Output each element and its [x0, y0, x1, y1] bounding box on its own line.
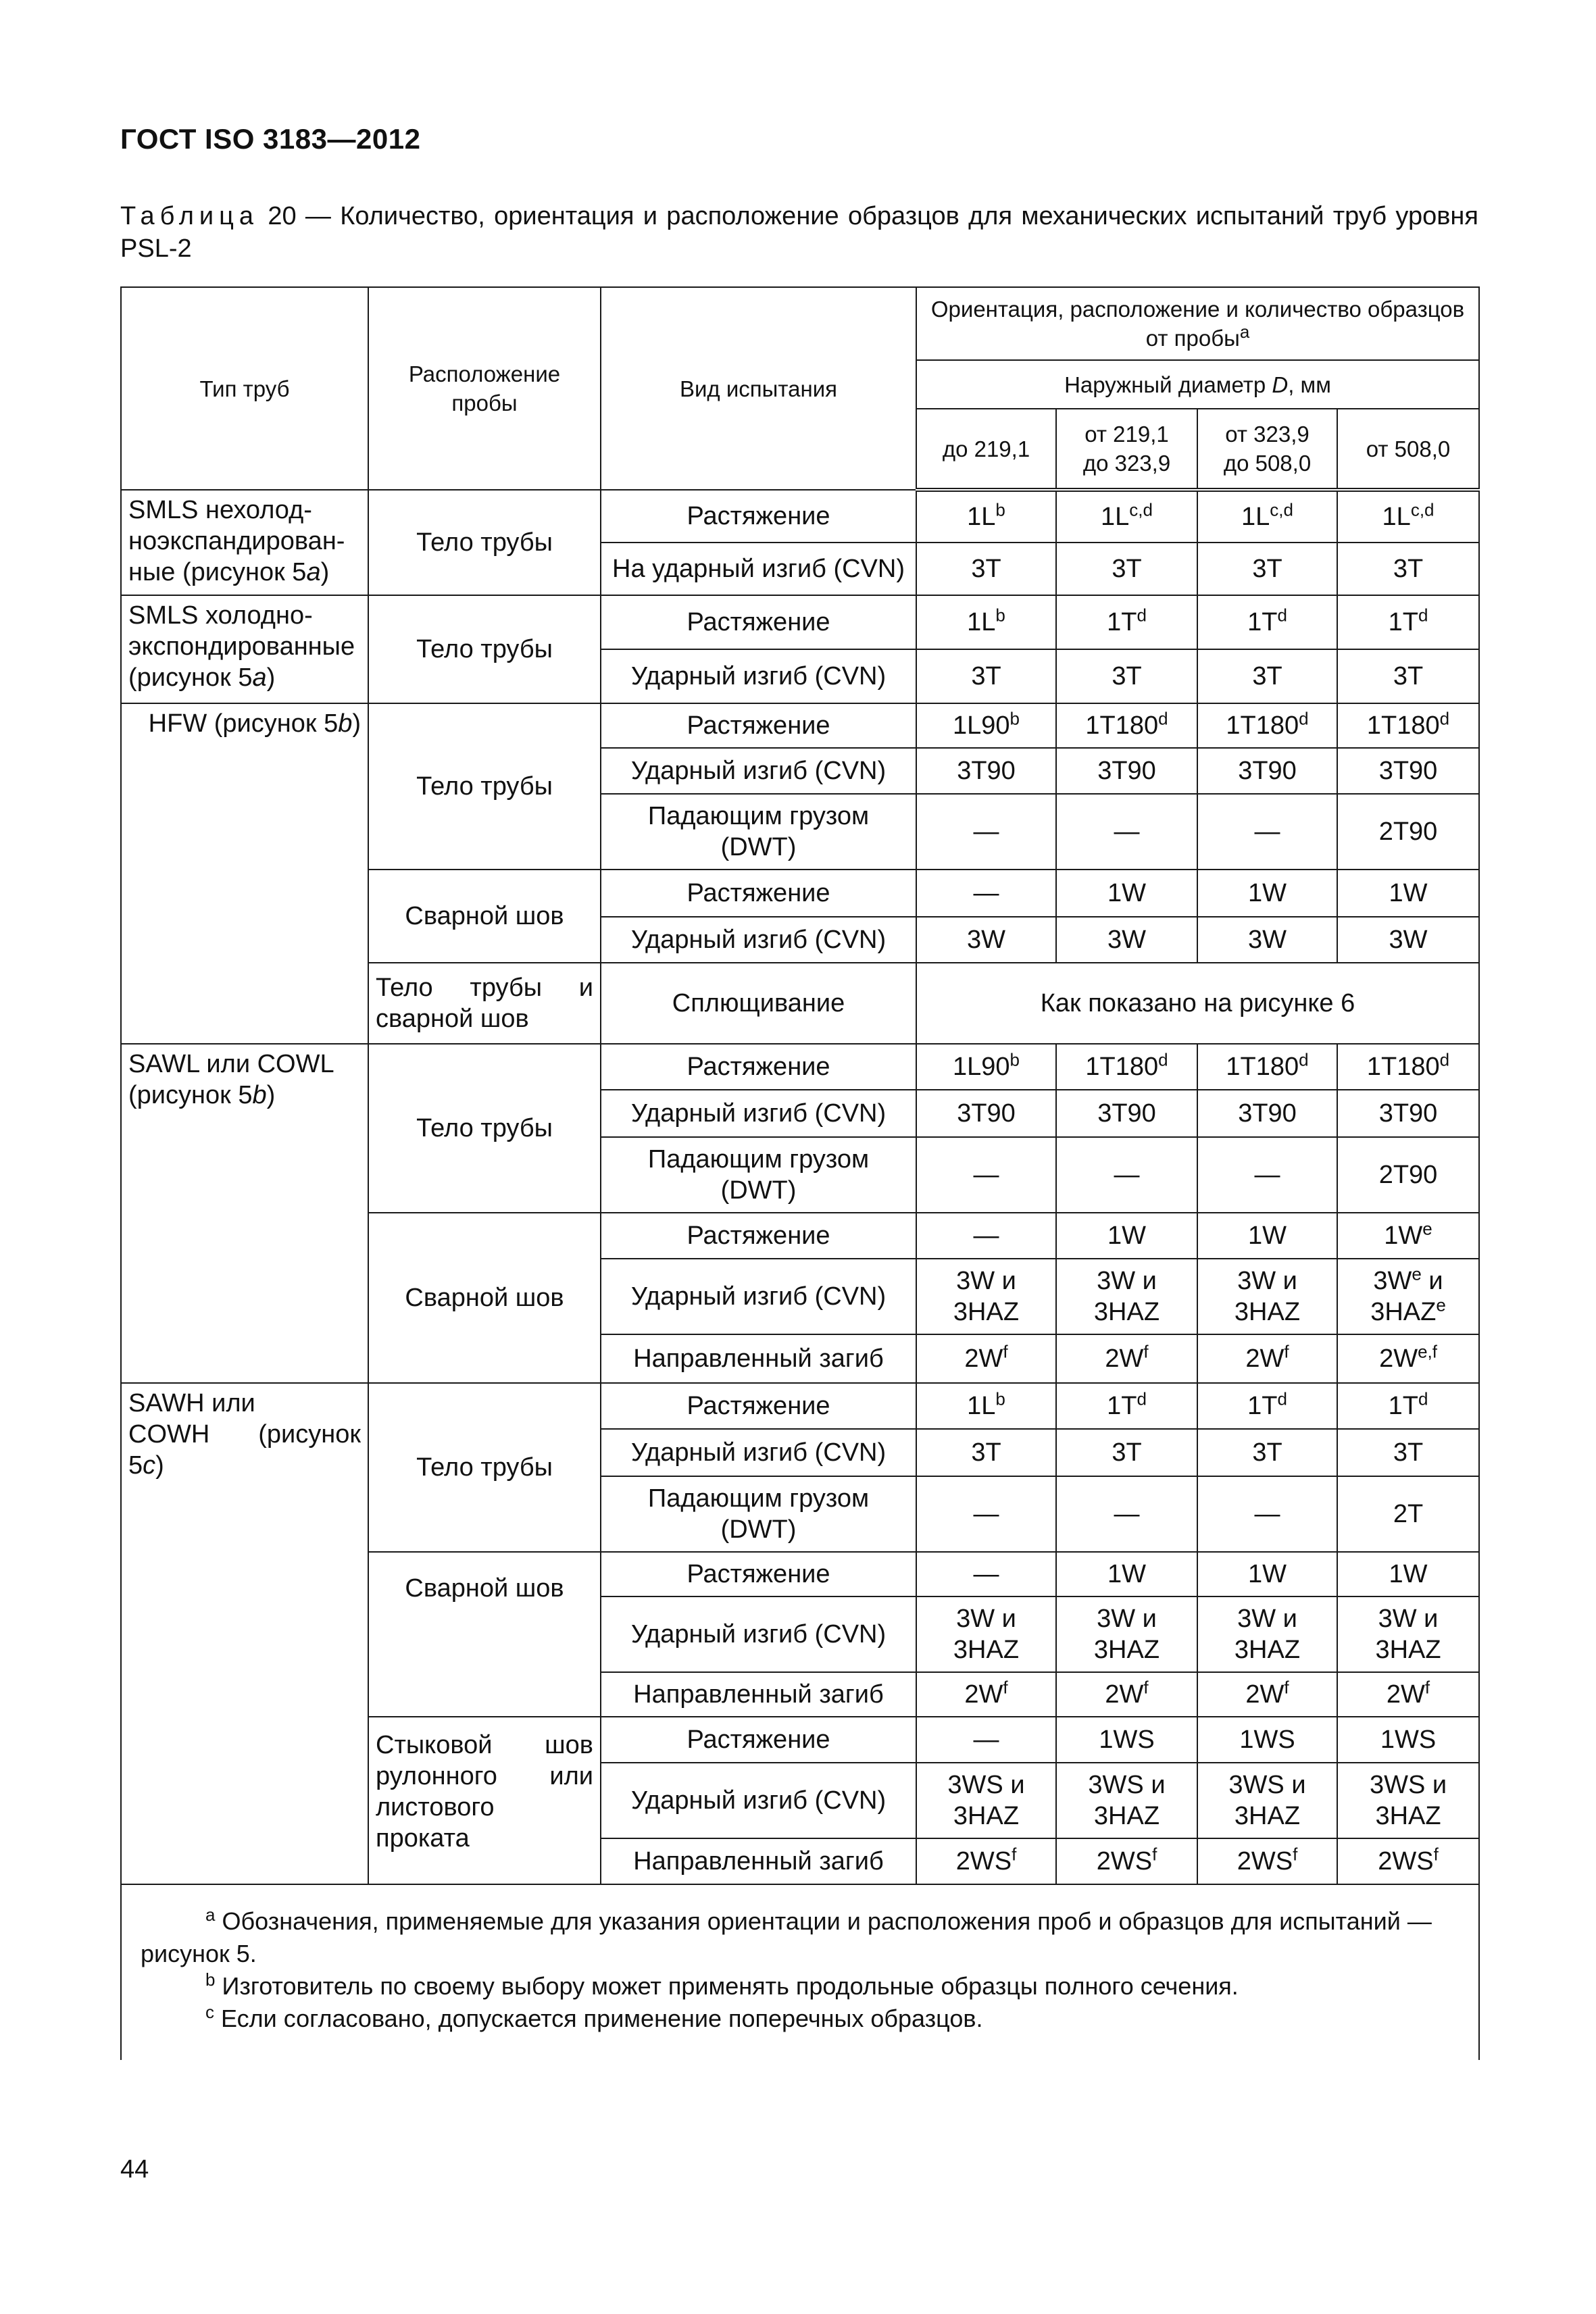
col-header-d1: до 219,1	[916, 409, 1056, 490]
test-cell: Направленный загиб	[601, 1838, 916, 1884]
footnote-mark: d	[1137, 605, 1147, 626]
footnote-mark: e	[1436, 1294, 1446, 1315]
value-cell	[1197, 595, 1337, 649]
footnote-mark: f	[1284, 1341, 1289, 1362]
value-cell	[1337, 703, 1479, 748]
pipe-type-line: )	[155, 1451, 164, 1480]
pipe-type-cell	[121, 595, 368, 703]
figure-letter: a	[306, 558, 321, 586]
value-cell	[1056, 703, 1197, 748]
value-text: 3W и	[1378, 1605, 1439, 1633]
value-text: 3W	[1373, 1267, 1412, 1295]
value-text: 3W и	[956, 1267, 1016, 1295]
value-cell	[1337, 1838, 1479, 1884]
value-cell: 1W	[1056, 870, 1197, 917]
value-cell: —	[916, 1717, 1056, 1763]
col-header-d3	[1197, 409, 1337, 490]
pipe-type-line: SMLS нехолод-	[128, 496, 312, 524]
footnote-mark: b	[995, 605, 1005, 626]
value-cell: 1W	[1337, 870, 1479, 917]
test-cell: Ударный изгиб (CVN)	[601, 1429, 916, 1476]
orientation-text: Ориентация, расположение и количество образцов от пробы	[930, 297, 1465, 351]
value-text: 1T180	[1366, 1053, 1440, 1081]
table-row	[121, 595, 1479, 649]
value-cell	[916, 1383, 1056, 1429]
value-text: 2WS	[955, 1847, 1012, 1876]
value-cell: 2T	[1337, 1476, 1479, 1552]
value-cell	[916, 1838, 1056, 1884]
value-text: 3HAZ	[953, 1636, 1020, 1664]
caption-label: Таблица	[120, 202, 259, 230]
value-cell: 3T	[1056, 543, 1197, 595]
test-cell: Ударный изгиб (CVN)	[601, 1763, 916, 1838]
value-cell: 3T	[1337, 1429, 1479, 1476]
value-cell: 3T	[1197, 649, 1337, 703]
footnote-mark: f	[1293, 1844, 1298, 1865]
figure-letter: a	[252, 663, 267, 692]
footnote-mark: f	[1003, 1341, 1008, 1362]
value-cell	[1197, 703, 1337, 748]
location-cell: Стыковой шов рулонного или листового проката	[368, 1717, 601, 1884]
pipe-type-cell	[121, 1044, 368, 1383]
footnote-mark: d	[1418, 605, 1428, 626]
value-text: 3WS и	[1369, 1771, 1447, 1799]
value-cell	[916, 1596, 1056, 1672]
footnote-mark: a	[205, 1905, 216, 1925]
value-text: 3HAZ	[1375, 1802, 1441, 1830]
table-row	[121, 1383, 1479, 1429]
value-text: 3W и	[1097, 1605, 1157, 1633]
value-text: 1T180	[1366, 711, 1440, 740]
footnote-mark: e,f	[1418, 1341, 1437, 1362]
value-cell: —	[916, 1552, 1056, 1596]
test-cell: Растяжение	[601, 1213, 916, 1259]
location-cell: Тело трубы	[368, 490, 601, 595]
value-cell	[1197, 1672, 1337, 1717]
col-header-d4: от 508,0	[1337, 409, 1479, 490]
value-cell	[1197, 1838, 1337, 1884]
pipe-type-cell	[121, 703, 368, 1044]
value-cell: 3W	[1197, 917, 1337, 963]
value-text: 3HAZ	[1234, 1802, 1301, 1830]
value-cell	[1197, 1383, 1337, 1429]
value-cell: 1WS	[1197, 1717, 1337, 1763]
value-text: 2W	[964, 1680, 1003, 1709]
value-text: 1T	[1388, 608, 1418, 636]
value-cell	[1056, 1596, 1197, 1672]
value-cell: 3T90	[916, 1090, 1056, 1137]
test-cell: Падающим грузом (DWT)	[601, 1476, 916, 1552]
pipe-type-line: COWH (рисунок 5	[128, 1420, 361, 1480]
test-cell: Падающим грузом (DWT)	[601, 1137, 916, 1213]
footnote-b	[141, 1970, 1460, 2003]
test-cell: Направленный загиб	[601, 1672, 916, 1717]
footnote-mark: d	[1418, 1388, 1428, 1409]
value-text: 2W	[1386, 1680, 1425, 1709]
value-text: 3WS и	[947, 1771, 1025, 1799]
value-cell: —	[1056, 1137, 1197, 1213]
value-text: 1T	[1107, 1392, 1137, 1420]
value-cell: 1W	[1056, 1213, 1197, 1259]
table-20	[120, 286, 1480, 2060]
value-text: 1L	[967, 608, 996, 636]
footnote-mark: f	[1143, 1677, 1149, 1698]
value-text: 1T180	[1226, 711, 1299, 740]
col-header-test: Вид испытания	[601, 287, 916, 490]
value-cell	[1337, 1044, 1479, 1090]
footnote-mark: e	[1422, 1218, 1432, 1239]
value-text: 1L	[1101, 503, 1130, 531]
value-cell	[1056, 1763, 1197, 1838]
value-cell	[1197, 1044, 1337, 1090]
value-cell: 3T	[1056, 1429, 1197, 1476]
footnote-text: Если согласовано, допускается применение поперечных образцов.	[214, 2005, 983, 2032]
pipe-type-line: )	[266, 1081, 276, 1109]
pipe-type-line: ноэкспандирован-	[128, 527, 345, 555]
col-header-d2	[1056, 409, 1197, 490]
test-cell: Растяжение	[601, 870, 916, 917]
test-cell: Направленный загиб	[601, 1334, 916, 1383]
pipe-type-line: )	[266, 663, 276, 692]
test-cell: Растяжение	[601, 490, 916, 543]
footnote-mark: f	[1284, 1677, 1289, 1698]
value-cell: 1W	[1197, 870, 1337, 917]
value-cell: 3T90	[1197, 748, 1337, 794]
value-cell: 1W	[1337, 1552, 1479, 1596]
value-cell: 3T90	[1337, 1090, 1479, 1137]
location-cell: Сварной шов	[368, 1552, 601, 1717]
footnotes-row	[121, 1884, 1479, 2060]
footnote-mark: f	[1152, 1844, 1157, 1865]
value-text: 3W и	[1237, 1605, 1297, 1633]
figure-letter: b	[338, 709, 353, 738]
test-cell: Растяжение	[601, 1552, 916, 1596]
value-text: 3HAZ	[953, 1802, 1020, 1830]
diameter-symbol: D	[1272, 372, 1289, 397]
value-cell: 3T	[1197, 543, 1337, 595]
test-cell: Растяжение	[601, 1383, 916, 1429]
d3-to: до 508,0	[1223, 451, 1312, 476]
footnote-text: Изготовитель по своему выбору может применять продольные образцы полного сечения.	[215, 1972, 1239, 2000]
value-cell	[1056, 1044, 1197, 1090]
footnote-mark: d	[1299, 708, 1309, 729]
pipe-type-cell	[121, 490, 368, 595]
value-text: 1W	[1384, 1222, 1423, 1250]
value-cell	[916, 1763, 1056, 1838]
value-cell	[1337, 1672, 1479, 1717]
location-cell: Тело трубы и сварной шов	[368, 963, 601, 1044]
footnote-mark: d	[1137, 1388, 1147, 1409]
value-text: 3W и	[956, 1605, 1016, 1633]
footnote-mark: b	[1009, 708, 1020, 729]
value-cell	[1337, 1763, 1479, 1838]
table-row	[121, 1044, 1479, 1090]
location-cell: Тело трубы	[368, 1383, 601, 1552]
figure-letter: b	[252, 1081, 267, 1109]
test-cell: Ударный изгиб (CVN)	[601, 1259, 916, 1334]
footnote-a	[141, 1905, 1460, 1970]
value-cell: —	[916, 870, 1056, 917]
footnote-mark: c,d	[1270, 499, 1293, 520]
footnote-mark: a	[1239, 322, 1250, 342]
value-cell: 3T90	[1337, 748, 1479, 794]
test-cell: Растяжение	[601, 703, 916, 748]
value-text: и	[1421, 1267, 1443, 1295]
value-cell: 3T90	[1056, 748, 1197, 794]
value-text: 3W и	[1237, 1267, 1297, 1295]
table-20-frame	[120, 286, 1478, 2084]
value-cell	[1337, 1334, 1479, 1383]
value-text: 3WS и	[1088, 1771, 1166, 1799]
d3-from: от 323,9	[1225, 422, 1310, 447]
value-cell: —	[1197, 794, 1337, 870]
footnote-mark: f	[1012, 1844, 1017, 1865]
value-cell	[1056, 595, 1197, 649]
footnote-mark: b	[205, 1969, 216, 1990]
value-cell: 3T	[1197, 1429, 1337, 1476]
pipe-type-line: (рисунок 5	[128, 1081, 253, 1109]
pipe-type-line: SAWH или	[128, 1389, 255, 1417]
value-text: 1T	[1247, 1392, 1278, 1420]
value-cell	[1056, 1838, 1197, 1884]
test-cell: Сплющивание	[601, 963, 916, 1044]
footnote-text: Обозначения, применяемые для указания ориентации и расположения проб и образцов для испытаний — рисунок 5.	[141, 1907, 1432, 1967]
value-cell	[1337, 595, 1479, 649]
value-cell: 3T90	[1197, 1090, 1337, 1137]
value-cell	[1197, 1334, 1337, 1383]
value-text: 3HAZ	[1375, 1636, 1441, 1664]
value-cell: 1W	[1197, 1213, 1337, 1259]
footnote-mark: d	[1439, 708, 1450, 729]
value-cell	[1337, 1383, 1479, 1429]
value-cell	[1337, 1596, 1479, 1672]
footnote-mark: b	[995, 1388, 1005, 1409]
value-text: 2W	[1379, 1344, 1418, 1373]
value-cell	[916, 1672, 1056, 1717]
test-cell: Растяжение	[601, 595, 916, 649]
footnote-mark: f	[1003, 1677, 1008, 1698]
header-row	[121, 287, 1479, 360]
value-cell: 1WS	[1056, 1717, 1197, 1763]
value-cell	[1197, 1259, 1337, 1334]
value-text: 1T180	[1226, 1053, 1299, 1081]
footnote-mark: c	[205, 2002, 214, 2022]
pipe-type-line: )	[352, 709, 361, 738]
value-text: 3W и	[1097, 1267, 1157, 1295]
caption-text: 20 — Количество, ориентация и расположение образцов для механических испытаний труб уровня PSL-2	[120, 202, 1478, 263]
test-cell: Ударный изгиб (CVN)	[601, 1090, 916, 1137]
value-text: 3HAZ	[1234, 1636, 1301, 1664]
value-cell: 3T	[916, 543, 1056, 595]
value-text: 2WS	[1237, 1847, 1293, 1876]
value-text: 1L90	[952, 711, 1010, 740]
value-text: 3HAZ	[953, 1298, 1020, 1326]
value-cell: —	[1056, 794, 1197, 870]
value-cell	[1056, 1383, 1197, 1429]
value-cell	[1056, 490, 1197, 543]
value-cell: —	[1056, 1476, 1197, 1552]
value-cell: —	[1197, 1137, 1337, 1213]
footnote-mark: e	[1412, 1263, 1422, 1284]
test-cell: Растяжение	[601, 1717, 916, 1763]
value-cell: 3T	[1337, 649, 1479, 703]
value-text: 1T	[1247, 608, 1278, 636]
value-text: 3HAZ	[1234, 1298, 1301, 1326]
value-cell: 1WS	[1337, 1717, 1479, 1763]
pipe-type-line: )	[320, 558, 330, 586]
pipe-type-line: экспондированные	[128, 632, 355, 661]
value-cell	[1337, 1213, 1479, 1259]
footnote-mark: d	[1158, 1049, 1168, 1070]
value-text: 1L	[1382, 503, 1411, 531]
pipe-type-line: (рисунок 5	[128, 663, 253, 692]
value-text: 2WS	[1096, 1847, 1153, 1876]
value-cell	[1197, 1763, 1337, 1838]
location-cell: Сварной шов	[368, 870, 601, 963]
pipe-type-line: SAWL или COWL	[128, 1050, 334, 1078]
footnote-c	[141, 2003, 1460, 2035]
location-cell: Тело трубы	[368, 1044, 601, 1213]
test-cell: Ударный изгиб (CVN)	[601, 1596, 916, 1672]
footnote-mark: b	[995, 499, 1005, 520]
value-cell	[916, 1334, 1056, 1383]
value-text: 3HAZ	[1093, 1802, 1160, 1830]
footnote-mark: d	[1277, 1388, 1287, 1409]
value-cell: —	[1197, 1476, 1337, 1552]
col-header-orientation	[916, 287, 1479, 360]
col-header-type: Тип труб	[121, 287, 368, 490]
value-cell: —	[916, 1476, 1056, 1552]
value-text: 3HAZ	[1093, 1298, 1160, 1326]
value-text: 1T	[1107, 608, 1137, 636]
table-row	[121, 490, 1479, 543]
value-cell: 3T	[916, 1429, 1056, 1476]
value-cell	[916, 595, 1056, 649]
value-cell: 1W	[1197, 1552, 1337, 1596]
value-text: 1T180	[1085, 711, 1159, 740]
footnote-mark: f	[1424, 1677, 1430, 1698]
pipe-type-line: SMLS холодно-	[128, 601, 313, 630]
value-cell	[1337, 1259, 1479, 1334]
page-number: 44	[120, 2155, 149, 2184]
value-cell	[916, 703, 1056, 748]
footnote-mark: f	[1143, 1341, 1149, 1362]
diameter-unit: , мм	[1288, 372, 1331, 397]
d2-to: до 323,9	[1082, 451, 1171, 476]
test-cell: Ударный изгиб (CVN)	[601, 748, 916, 794]
location-cell: Тело трубы	[368, 595, 601, 703]
value-text: 2W	[1245, 1344, 1285, 1373]
value-text: 2WS	[1378, 1847, 1434, 1876]
value-text: 3WS и	[1228, 1771, 1306, 1799]
value-cell	[916, 1044, 1056, 1090]
value-cell	[916, 490, 1056, 543]
footnote-mark: b	[1009, 1049, 1020, 1070]
value-text: 1T180	[1085, 1053, 1159, 1081]
footnote-mark: c,d	[1129, 499, 1153, 520]
table-row	[121, 703, 1479, 748]
location-cell: Тело трубы	[368, 703, 601, 870]
value-cell: —	[916, 794, 1056, 870]
value-cell	[1056, 1334, 1197, 1383]
footnote-mark: f	[1433, 1844, 1439, 1865]
value-cell	[1056, 1672, 1197, 1717]
footnote-mark: c,d	[1410, 499, 1435, 520]
footnote-mark: d	[1158, 708, 1168, 729]
table-caption	[120, 200, 1478, 265]
value-cell: 3W	[1337, 917, 1479, 963]
figure-letter: c	[143, 1451, 156, 1480]
col-header-diameter	[916, 360, 1479, 409]
value-text: 2W	[1105, 1680, 1144, 1709]
footnotes-cell	[121, 1884, 1479, 2060]
value-cell: 3T	[1337, 543, 1479, 595]
value-cell	[1197, 1596, 1337, 1672]
test-cell: Ударный изгиб (CVN)	[601, 917, 916, 963]
value-cell: 1W	[1056, 1552, 1197, 1596]
value-text: 2W	[1105, 1344, 1144, 1373]
value-cell: —	[916, 1213, 1056, 1259]
test-cell: Падающим грузом (DWT)	[601, 794, 916, 870]
test-cell: Растяжение	[601, 1044, 916, 1090]
value-text: 1L	[967, 503, 996, 531]
value-cell: 3T	[1056, 649, 1197, 703]
document-header: ГОСТ ISO 3183—2012	[120, 123, 421, 155]
value-cell: —	[916, 1137, 1056, 1213]
value-text: 2W	[1245, 1680, 1285, 1709]
value-cell	[916, 1259, 1056, 1334]
test-cell: Ударный изгиб (CVN)	[601, 649, 916, 703]
footnote-mark: d	[1277, 605, 1287, 626]
location-cell: Сварной шов	[368, 1213, 601, 1383]
value-cell	[1197, 490, 1337, 543]
value-span-cell: Как показано на рисунке 6	[916, 963, 1479, 1044]
pipe-type-line: HFW (рисунок 5	[148, 709, 339, 738]
value-cell: 3T	[916, 649, 1056, 703]
value-text: 2W	[964, 1344, 1003, 1373]
col-header-location: Расположение пробы	[368, 287, 601, 490]
value-cell: 3W	[916, 917, 1056, 963]
value-text: 1T	[1388, 1392, 1418, 1420]
value-cell	[1337, 490, 1479, 543]
value-text: 1L90	[952, 1053, 1010, 1081]
value-cell: 3W	[1056, 917, 1197, 963]
value-text: 3HAZ	[1370, 1298, 1437, 1326]
value-cell: 3T90	[916, 748, 1056, 794]
value-text: 1L	[1241, 503, 1270, 531]
value-text: 3HAZ	[1093, 1636, 1160, 1664]
pipe-type-line: ные (рисунок 5	[128, 558, 307, 586]
footnote-mark: d	[1299, 1049, 1309, 1070]
test-cell: На ударный изгиб (CVN)	[601, 543, 916, 595]
value-cell: 2T90	[1337, 794, 1479, 870]
value-cell: 2T90	[1337, 1137, 1479, 1213]
footnote-mark: d	[1439, 1049, 1450, 1070]
d2-from: от 219,1	[1084, 422, 1169, 447]
diameter-label: Наружный диаметр	[1064, 372, 1272, 397]
value-text: 1L	[967, 1392, 996, 1420]
pipe-type-cell	[121, 1383, 368, 1884]
value-cell: 3T90	[1056, 1090, 1197, 1137]
value-cell	[1056, 1259, 1197, 1334]
